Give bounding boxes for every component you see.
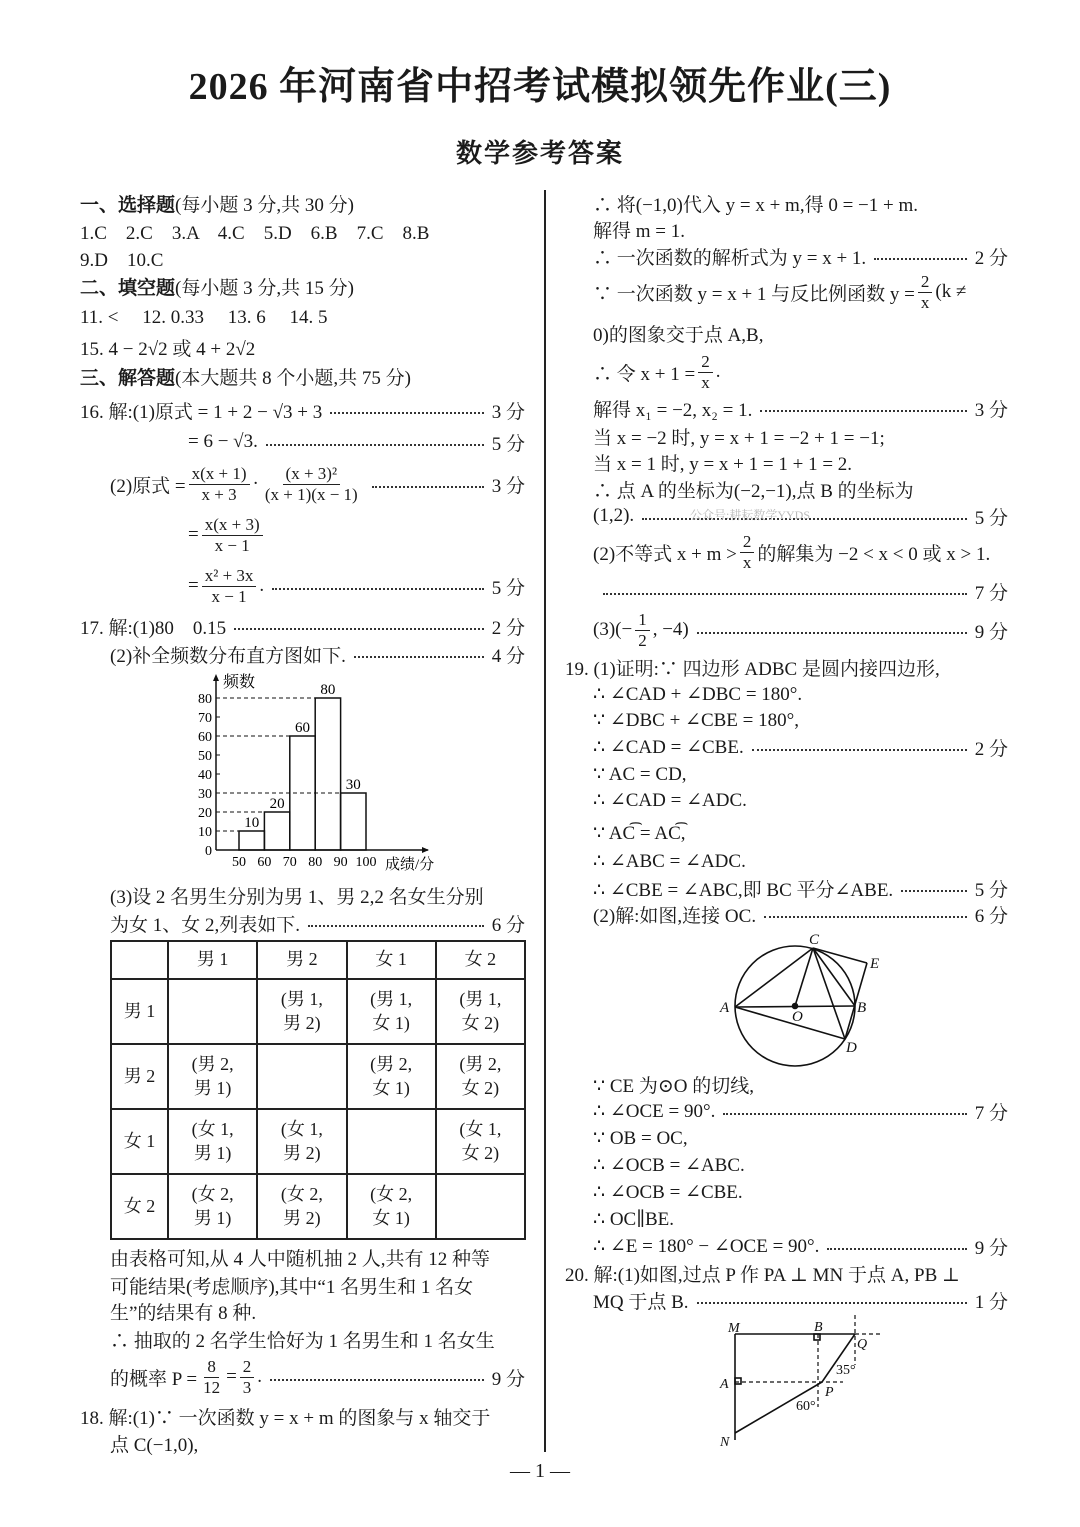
solution-line: = $\frac{x(x + 3)}{x - 1}$ bbox=[188, 512, 266, 558]
document-subtitle: 数学参考答案 bbox=[455, 139, 624, 168]
score: 7 分 bbox=[974, 582, 1008, 604]
y-axis-arrow bbox=[213, 674, 219, 681]
score: 5 分 bbox=[974, 879, 1008, 901]
solution-line: 16. 解:(1)原式 = 1 + 2 − √3 + 3 3 分 bbox=[80, 397, 525, 423]
solution-line: = $\frac{\text{x² + 3x}}{x - 1}$ . 5 分 bbox=[188, 565, 525, 606]
table-cell: (男 2, 女 1) bbox=[347, 1044, 436, 1109]
score: 4 分 bbox=[491, 645, 525, 667]
frequency-histogram bbox=[180, 670, 450, 880]
table-header-row bbox=[111, 941, 525, 979]
bar-value-label: 60 bbox=[295, 720, 310, 736]
solution-line: MQ 于点 B. 1 分 bbox=[593, 1287, 1008, 1313]
solution-line: 当 x = 1 时, y = x + 1 = 1 + 1 = 2. bbox=[593, 453, 853, 475]
table-cell: (男 1, 男 2) bbox=[257, 979, 346, 1044]
table-header: 男 1 bbox=[168, 941, 257, 979]
y-tick-label: 30 bbox=[198, 787, 212, 802]
score: 9 分 bbox=[974, 1237, 1008, 1259]
solution-line: ∴ 抽取的 2 名学生恰好为 1 名男生和 1 名女生 bbox=[110, 1330, 495, 1352]
solution-line: 0)的图象交于点 A,B, bbox=[593, 324, 764, 346]
x-tick-label: 70 bbox=[282, 855, 297, 870]
solution-line: = 6 − √3. 5 分 bbox=[188, 429, 525, 455]
solution-line: 由表格可知,从 4 人中随机抽 2 人,共有 12 种等 bbox=[110, 1248, 491, 1270]
score: 9 分 bbox=[491, 1368, 525, 1390]
fraction: $\frac{2}{x}$ bbox=[698, 352, 713, 392]
section-heading: 二、填空题 (每小题 3 分,共 15 分) bbox=[80, 277, 354, 299]
table-cell: (女 1, 男 1) bbox=[168, 1109, 257, 1174]
table-cell bbox=[347, 1109, 436, 1174]
fraction: $\frac{2}{3}$ bbox=[240, 1357, 255, 1397]
solution-line: ∴ 点 A 的坐标为(−2,−1),点 B 的坐标为 bbox=[593, 480, 914, 502]
angle-label: 60° bbox=[796, 1399, 816, 1414]
bar-value-label: 20 bbox=[269, 796, 285, 812]
table-cell: 男 1 bbox=[111, 979, 168, 1044]
score: 5 分 bbox=[491, 577, 525, 599]
solution-line: 当 x = −2 时, y = x + 1 = −2 + 1 = −1; bbox=[593, 427, 885, 449]
x-tick-label: 50 bbox=[232, 855, 246, 870]
table-cell: (男 2, 女 2) bbox=[436, 1044, 525, 1109]
x-tick-label: 60 bbox=[257, 855, 272, 870]
y-tick-label: 80 bbox=[198, 692, 212, 707]
table-cell: (女 1, 女 2) bbox=[436, 1109, 525, 1174]
score: 9 分 bbox=[974, 621, 1008, 643]
answer-line: 11. < 12. 0.33 13. 6 14. 5 bbox=[80, 306, 328, 328]
point-label: B bbox=[857, 1000, 867, 1016]
solution-line: ∴ 将(−1,0)代入 y = x + m,得 0 = −1 + m. bbox=[593, 194, 919, 216]
solution-line: ∴ OC∥BE. bbox=[593, 1208, 675, 1230]
point-label: E bbox=[870, 956, 880, 972]
solution-line: (2)解:如图,连接 OC. 6 分 bbox=[593, 901, 1008, 927]
table-cell: (女 2, 女 1) bbox=[347, 1174, 436, 1239]
histogram-bar bbox=[239, 831, 264, 850]
table-row bbox=[111, 1109, 525, 1174]
solution-line: ∴ ∠OCE = 90°. 7 分 bbox=[593, 1098, 1008, 1124]
table-row bbox=[111, 1044, 525, 1109]
solution-line: (2)补全频数分布直方图如下. 4 分 bbox=[110, 641, 525, 667]
table-header: 男 2 bbox=[257, 941, 346, 979]
table-cell: (男 2, 男 1) bbox=[168, 1044, 257, 1109]
fraction: $\frac{x(x + 1)}{x + 3}$ bbox=[189, 464, 250, 504]
score: 2 分 bbox=[974, 247, 1008, 269]
solution-line: ∴ ∠CAD = ∠CBE. 2 分 bbox=[593, 734, 1008, 760]
solution-line: 的概率 P = $\frac{8}{12}$ = $\frac{2}{3}$ . 9 分 bbox=[110, 1356, 525, 1397]
solution-line: ∴ ∠CBE = ∠ABC,即 BC 平分∠ABE. 5 分 bbox=[593, 875, 1008, 901]
solution-line: (3)(− $\frac{1}{2}$ , −4) 9 分 bbox=[593, 609, 1008, 650]
score: 1 分 bbox=[974, 1291, 1008, 1313]
table-cell: 女 2 bbox=[111, 1174, 168, 1239]
solution-line: 解得 m = 1. bbox=[593, 220, 685, 242]
page-number: — 1 — bbox=[510, 1460, 570, 1482]
solution-line: ∵ CE 为⊙O 的切线, bbox=[593, 1075, 755, 1097]
histogram-bar bbox=[341, 793, 366, 850]
score: 6 分 bbox=[491, 914, 525, 936]
section-heading: 三、解答题 (本大题共 8 个小题,共 75 分) bbox=[80, 367, 411, 389]
solution-line: ∵ AC͡ = AC͡, bbox=[593, 822, 686, 844]
point-label: A bbox=[720, 1377, 729, 1392]
solution-line: 可能结果(考虑顺序),其中“1 名男生和 1 名女 bbox=[110, 1276, 474, 1298]
histogram-bar bbox=[315, 698, 340, 850]
point-label: P bbox=[825, 1385, 834, 1400]
score: 3 分 bbox=[491, 401, 525, 423]
table-header: 女 2 bbox=[436, 941, 525, 979]
solution-line: 生”的结果有 8 种. bbox=[110, 1302, 257, 1324]
fraction: $\frac{1}{2}$ bbox=[635, 610, 650, 650]
solution-line: ∴ ∠OCB = ∠ABC. bbox=[593, 1154, 745, 1176]
point-label: Q bbox=[857, 1337, 868, 1352]
table-cell: 女 1 bbox=[111, 1109, 168, 1174]
answer-line: 1.C 2.C 3.A 4.C 5.D 6.B 7.C 8.B bbox=[80, 222, 430, 244]
table-header: 女 1 bbox=[347, 941, 436, 979]
fraction: $\frac{2}{x}$ bbox=[740, 532, 755, 572]
solution-line: (1,2). 5 分 bbox=[593, 503, 1008, 529]
y-tick-label: 70 bbox=[198, 711, 212, 726]
table-cell: (男 1, 女 1) bbox=[347, 979, 436, 1044]
circle-figure bbox=[735, 946, 867, 1066]
fraction: $\frac{\text{x² + 3x}}{x - 1}$ bbox=[202, 566, 257, 606]
fraction: $\frac{2}{x}$ bbox=[918, 272, 933, 312]
table-cell bbox=[257, 1044, 346, 1109]
solution-line: (2)不等式 x + m > $\frac{2}{x}$ 的解集为 −2 < x < 0 或 x > 1. bbox=[593, 531, 991, 572]
solution-line: ∴ ∠OCB = ∠CBE. bbox=[593, 1181, 743, 1203]
bar-value-label: 80 bbox=[320, 682, 336, 698]
solution-line: ∴ 一次函数的解析式为 y = x + 1. 2 分 bbox=[593, 243, 1008, 269]
table-cell bbox=[436, 1174, 525, 1239]
table-cell: 男 2 bbox=[111, 1044, 168, 1109]
score: 6 分 bbox=[974, 905, 1008, 927]
solution-line: ∴ 令 x + 1 = $\frac{2}{x}$ . bbox=[593, 351, 721, 392]
solution-line: (2)原式 = $\frac{x(x + 1)}{x + 3}$ · $\frac{\text{(x + 3)²}}{(x + 1)(x - 1)}$ 3 分 bbox=[110, 463, 525, 504]
bar-value-label: 10 bbox=[244, 815, 260, 831]
x-tick-label: 90 bbox=[333, 855, 348, 870]
point-label: N bbox=[720, 1435, 730, 1450]
circle-o bbox=[735, 946, 855, 1066]
y-tick-label: 60 bbox=[198, 730, 212, 745]
point-label: D bbox=[846, 1040, 857, 1056]
x-tick-label: 80 bbox=[308, 855, 323, 870]
solution-line: ∴ ∠E = 180° − ∠OCE = 90°. 9 分 bbox=[593, 1233, 1008, 1259]
answer-line: 9.D 10.C bbox=[80, 249, 164, 271]
solution-line: ∵ AC = CD, bbox=[593, 763, 687, 785]
histogram-bar bbox=[264, 812, 289, 850]
solution-line: 17. 解:(1)80 0.15 2 分 bbox=[80, 613, 525, 639]
solution-line: 19. (1)证明:∵ 四边形 ADBC 是圆内接四边形, bbox=[565, 658, 940, 680]
angle-label: 35° bbox=[836, 1363, 856, 1378]
score: 7 分 bbox=[974, 1102, 1008, 1124]
point-label: M bbox=[728, 1321, 740, 1336]
fraction: $\frac{8}{12}$ bbox=[203, 1356, 221, 1397]
column-divider bbox=[544, 190, 546, 1452]
table-cell: (女 1, 男 2) bbox=[257, 1109, 346, 1174]
score: 2 分 bbox=[974, 738, 1008, 760]
solution-line: ∵ OB = OC, bbox=[593, 1127, 688, 1149]
x-tick-label: 100 bbox=[355, 855, 377, 870]
table-row bbox=[111, 1174, 525, 1239]
table-header bbox=[111, 941, 168, 979]
solution-line: ∴ ∠CAD + ∠DBC = 180°. bbox=[593, 683, 803, 705]
y-tick-label: 20 bbox=[198, 806, 212, 821]
solution-line: ∴ ∠ABC = ∠ADC. bbox=[593, 850, 746, 872]
y-tick-label: 40 bbox=[198, 768, 212, 783]
watermark: 公众号:耕耘数学YYDS bbox=[690, 508, 811, 522]
answer-line: 15. 4 − 2√2 或 4 + 2√2 bbox=[80, 338, 256, 360]
score: 3 分 bbox=[974, 399, 1008, 421]
solution-line: 18. 解:(1)∵ 一次函数 y = x + m 的图象与 x 轴交于 bbox=[80, 1407, 491, 1429]
solution-line: 为女 1、女 2,列表如下. 6 分 bbox=[110, 910, 525, 936]
solution-line: ∵ 一次函数 y = x + 1 与反比例函数 y = $\frac{2}{x}$ (k ≠ bbox=[593, 271, 967, 312]
score: 5 分 bbox=[974, 507, 1008, 529]
solution-line: ∴ ∠CAD = ∠ADC. bbox=[593, 789, 747, 811]
score: 3 分 bbox=[491, 475, 525, 497]
table-row bbox=[111, 979, 525, 1044]
solution-line: 点 C(−1,0), bbox=[110, 1434, 199, 1456]
solution-line bbox=[593, 578, 1008, 604]
solution-line: ∵ ∠DBC + ∠CBE = 180°, bbox=[593, 709, 799, 731]
table-cell: (女 2, 男 1) bbox=[168, 1174, 257, 1239]
y-tick-label: 10 bbox=[198, 825, 212, 840]
bar-value-label: 30 bbox=[345, 777, 361, 793]
x-axis-label: 成绩/分 bbox=[385, 857, 435, 873]
solution-line: (3)设 2 名男生分别为男 1、男 2,2 名女生分别 bbox=[110, 886, 484, 908]
angle-figure bbox=[735, 1315, 880, 1440]
fraction: $\frac{x(x + 3)}{x - 1}$ bbox=[202, 515, 263, 555]
table-cell bbox=[168, 979, 257, 1044]
fraction: $\frac{\text{(x + 3)²}}{(x + 1)(x - 1)}$ bbox=[264, 463, 358, 504]
y-axis-label: 频数 bbox=[223, 674, 256, 691]
point-label: B bbox=[814, 1320, 823, 1335]
point-label: A bbox=[720, 1000, 730, 1016]
score: 5 分 bbox=[491, 433, 525, 455]
table-cell: (男 1, 女 2) bbox=[436, 979, 525, 1044]
table-cell: (女 2, 男 2) bbox=[257, 1174, 346, 1239]
score: 2 分 bbox=[491, 617, 525, 639]
point-label: O bbox=[792, 1009, 803, 1025]
point-label: C bbox=[809, 932, 820, 948]
solution-line: 解得 x₁ = −2, x₂ = 1. 3 分 bbox=[593, 395, 1008, 421]
document-title: 2026 年河南省中招考试模拟领先作业(三) bbox=[188, 66, 892, 108]
solution-line: 20. 解:(1)如图,过点 P 作 PA ⊥ MN 于点 A, PB ⊥ bbox=[565, 1264, 960, 1286]
x-axis-arrow bbox=[422, 847, 429, 853]
section-heading: 一、选择题 (每小题 3 分,共 30 分) bbox=[80, 194, 354, 216]
y-tick-label: 0 bbox=[205, 844, 212, 859]
y-tick-label: 50 bbox=[198, 749, 212, 764]
outcome-table bbox=[110, 940, 526, 1240]
